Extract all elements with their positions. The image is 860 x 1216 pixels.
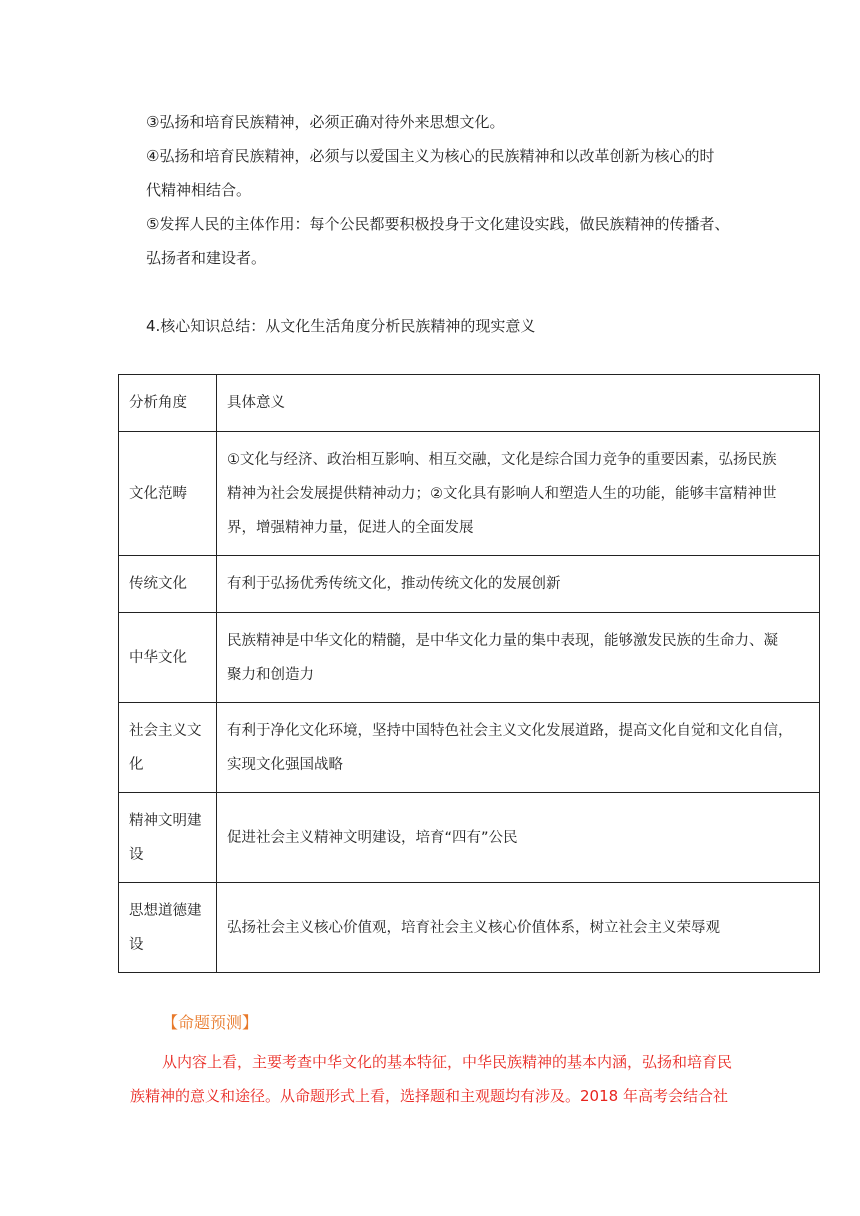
row-angle-text: 传统文化: [129, 576, 187, 592]
row-angle: [119, 556, 217, 613]
row-meaning-line: 民族精神是中华文化的精髓，是中华文化力量的集中表现，能够激发民族的生命力、凝: [227, 632, 778, 649]
row-angle-line: 社会主义文: [129, 722, 202, 739]
table-row: [119, 432, 820, 556]
row-angle-line: 思想道德建: [129, 902, 202, 919]
table-row: [119, 703, 820, 793]
row-angle-text: 中华文化: [129, 649, 187, 666]
intro-line-4: ④弘扬和培育民族精神，必须与以爱国主义为核心的民族精神和以改革创新为核心的时: [146, 147, 715, 165]
table-row: [119, 883, 820, 973]
row-angle: [119, 703, 217, 793]
row-meaning-line: 界，增强精神力量，促进人的全面发展: [227, 519, 474, 536]
prediction-line-2: 族精神的意义和途径。从命题形式上看，选择题和主观题均有涉及。2018 年高考会结合社: [130, 1087, 728, 1105]
row-angle: [119, 613, 217, 703]
row-meaning-line: 聚力和创造力: [227, 666, 314, 683]
row-meaning-line: 有利于弘扬优秀传统文化，推动传统文化的发展创新: [227, 576, 561, 592]
table-header-row: [119, 375, 820, 432]
row-angle-line: 设: [129, 846, 144, 863]
row-angle-line: 精神文明建: [129, 812, 202, 829]
row-angle-line: 设: [129, 936, 144, 953]
row-angle: [119, 883, 217, 973]
table-row: [119, 556, 820, 613]
row-meaning: [217, 613, 820, 703]
intro-line-5-cont: 弘扬者和建设者。: [146, 249, 267, 267]
header-angle: 分析角度: [119, 375, 217, 432]
prediction-heading: 【命题预测】: [162, 1013, 259, 1032]
intro-line-3: ③弘扬和培育民族精神，必须正确对待外来思想文化。: [146, 113, 505, 131]
row-angle: [119, 793, 217, 883]
prediction-line-1: 从内容上看，主要考查中华文化的基本特征，中华民族精神的基本内涵，弘扬和培育民: [162, 1053, 733, 1071]
section-title: 4.核心知识总结：从文化生活角度分析民族精神的现实意义: [146, 317, 536, 335]
row-angle: [119, 432, 217, 556]
row-meaning: [217, 883, 820, 973]
row-meaning-line: 弘扬社会主义核心价值观，培育社会主义核心价值体系，树立社会主义荣辱观: [227, 919, 720, 936]
knowledge-summary-table: [118, 374, 820, 973]
row-meaning-line: ①文化与经济、政治相互影响、相互交融，文化是综合国力竞争的重要因素，弘扬民族: [227, 451, 777, 468]
row-meaning: [217, 556, 820, 613]
row-meaning: [217, 432, 820, 556]
intro-line-5: ⑤发挥人民的主体作用：每个公民都要积极投身于文化建设实践，做民族精神的传播者、: [146, 215, 730, 233]
row-angle-text: 文化范畴: [129, 485, 187, 502]
intro-line-4-cont: 代精神相结合。: [146, 181, 252, 199]
row-meaning-line: 精神为社会发展提供精神动力；②文化具有影响人和塑造人生的功能，能够丰富精神世: [227, 485, 777, 502]
header-meaning: 具体意义: [217, 375, 820, 432]
row-meaning-line: 实现文化强国战略: [227, 756, 343, 773]
table-row: [119, 793, 820, 883]
row-meaning: [217, 793, 820, 883]
table-row: [119, 613, 820, 703]
row-meaning: [217, 703, 820, 793]
row-meaning-line: 促进社会主义精神文明建设，培育“四有”公民: [227, 829, 518, 846]
row-angle-line: 化: [129, 756, 144, 773]
row-meaning-line: 有利于净化文化环境，坚持中国特色社会主义文化发展道路，提高文化自觉和文化自信，: [227, 722, 793, 739]
